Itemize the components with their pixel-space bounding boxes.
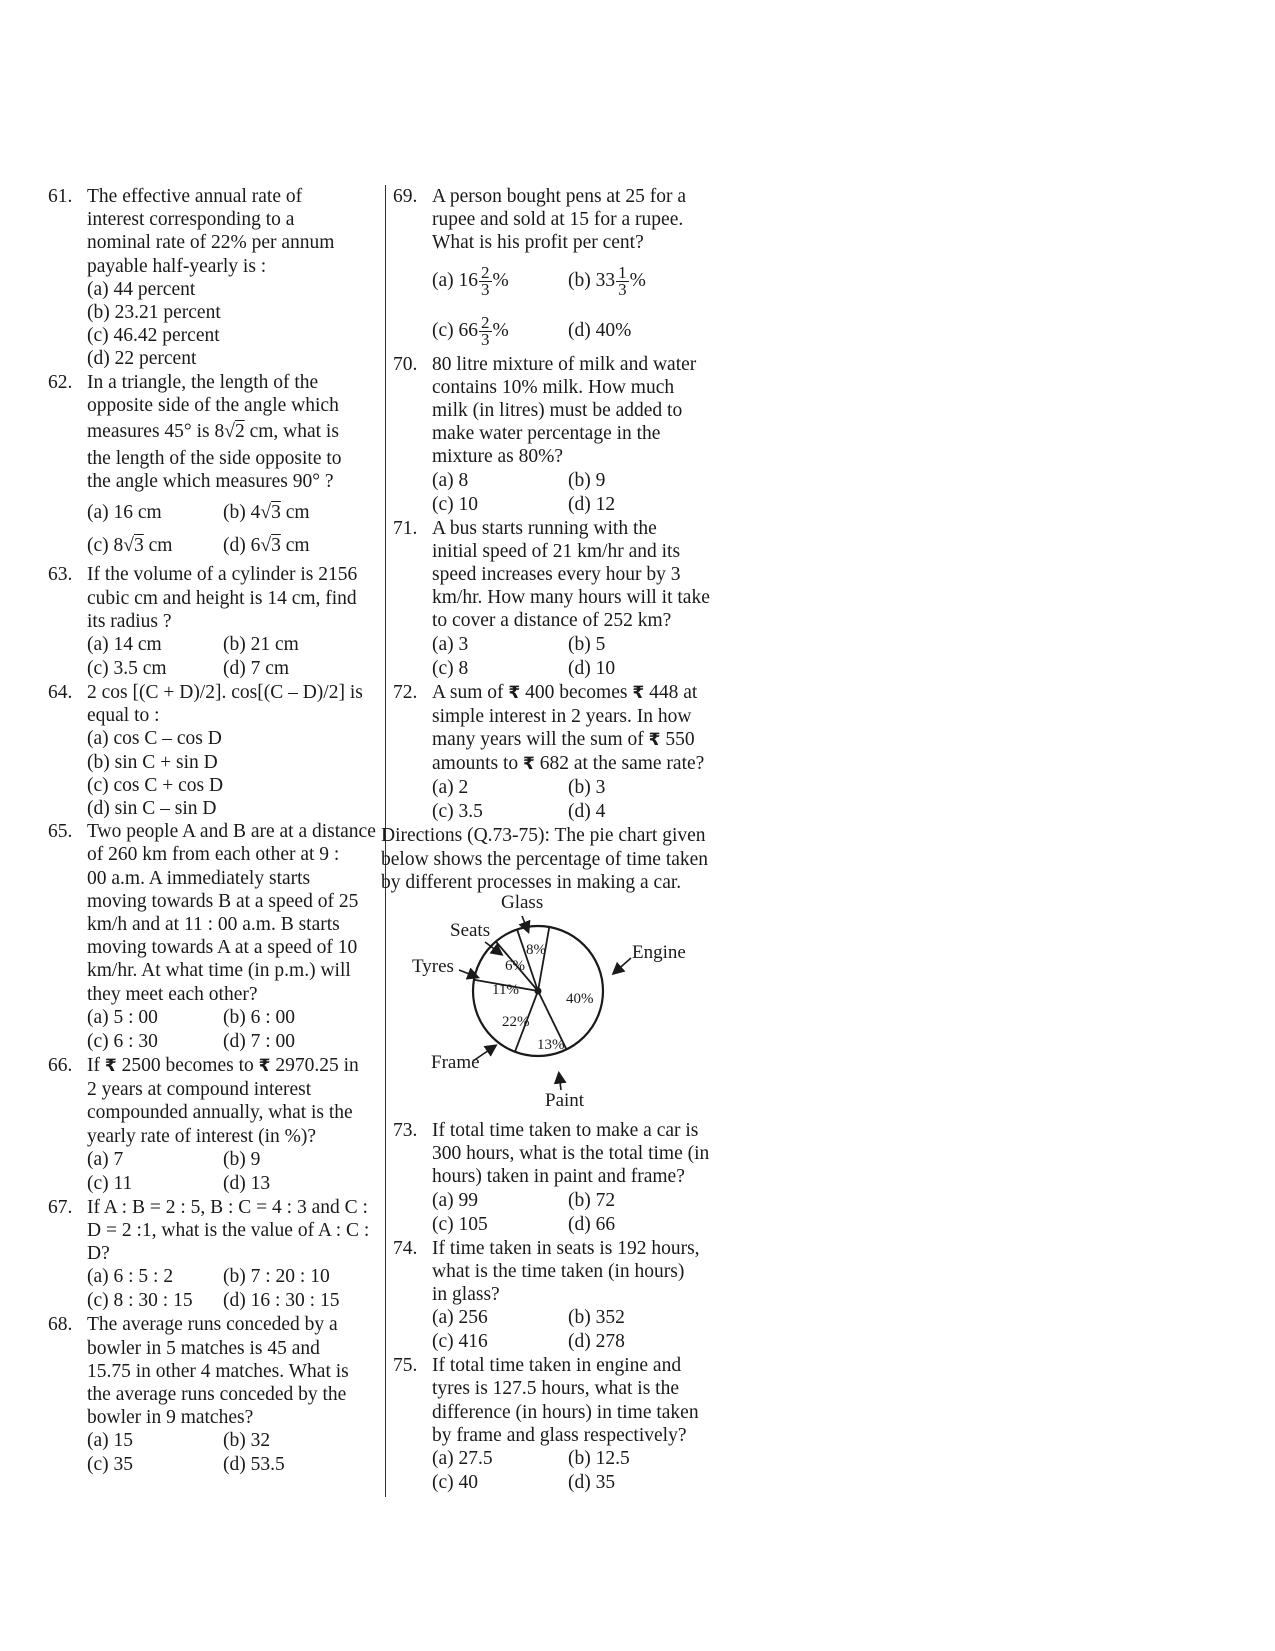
option-c[interactable]: (c) 35 [87,1454,134,1476]
option-a[interactable]: (a) 44 percent [87,278,196,300]
option-b[interactable]: (b) 9 [223,1148,261,1170]
question-number: 66. [48,1054,73,1076]
option-d[interactable]: (d) 40% [568,319,632,341]
option-c[interactable]: (c) 66 $\frac{2}{3}$ % [432,312,509,349]
option-b[interactable]: (b) 33 $\frac{1}{3}$ % [568,262,646,299]
question-number: 71. [393,517,418,539]
question-number: 68. [48,1314,73,1336]
option-c[interactable]: (c) cos C + cos D [87,774,224,796]
question-number: 73. [393,1120,418,1142]
rupee-icon: ₹ [523,754,535,775]
question-text-line: measures 45° is 8√2 cm, what is [87,421,339,443]
question-75 [393,1354,753,1495]
pie-chart [395,894,735,1119]
question-text-line: amounts to ₹ 682 at the same rate? [432,753,705,775]
option-c[interactable]: (c) 3.5 [432,801,483,823]
question-text: If A : B = 2 : 5, B : C = 4 : 3 and C : D = 2 :1, what is the value of A : C : D? [87,1196,370,1265]
option-b[interactable]: (b) 72 [568,1189,616,1211]
question-text: The effective annual rate of interest corresponding to a nominal rate of 22% per annum payable half-yearly is : [87,186,335,277]
option-c[interactable]: (c) 10 [432,493,479,515]
option-d[interactable]: (d) 53.5 [223,1454,285,1476]
question-text: The average runs conceded by a bowler in 5 matches is 45 and 15.75 in other 4 matches. What is the average runs conceded by the bowler in 9 matches? [87,1314,349,1429]
option-c[interactable]: (c) 6 : 30 [87,1030,158,1052]
tyres-value: 11% [492,982,519,999]
question-68 [48,1313,378,1477]
question-63 [48,563,378,681]
option-a[interactable]: (a) 15 [87,1430,134,1452]
option-c[interactable]: (c) 8 : 30 : 15 [87,1290,193,1312]
question-text: A person bought pens at 25 for a rupee and sold at 15 for a rupee. What is his profit per cent? [432,186,686,254]
option-d[interactable]: (d) 66 [568,1213,616,1235]
pie-chart-svg [395,894,735,1119]
option-c[interactable]: (c) 8√3 cm [87,535,173,557]
option-d[interactable]: (d) 35 [568,1472,616,1494]
question-text: If total time taken in engine and tyres is 127.5 hours, what is the difference (in hours) in time taken by frame and glass respectively? [432,1355,699,1446]
option-d[interactable]: (d) 16 : 30 : 15 [223,1290,340,1312]
engine-arrow [614,958,631,973]
option-b[interactable]: (b) 6 : 00 [223,1006,296,1028]
question-number: 65. [48,821,73,843]
question-62 [48,371,378,564]
question-text: If the volume of a cylinder is 2156 cubic cm and height is 14 cm, find its radius ? [87,564,358,632]
right-column [381,185,753,1495]
question-text: If time taken in seats is 192 hours, what is the time taken (in hours) in glass? [432,1237,700,1306]
question-number: 62. [48,371,73,393]
question-number: 74. [393,1237,418,1259]
question-number: 67. [48,1196,73,1218]
option-b[interactable]: (b) 4√3 cm [223,502,310,524]
engine-label: Engine [632,942,686,964]
option-b[interactable]: (b) 21 cm [223,634,299,656]
option-a[interactable]: (a) 7 [87,1148,124,1170]
option-b[interactable]: (b) 5 [568,633,606,655]
option-c[interactable]: (c) 416 [432,1331,488,1353]
option-d[interactable]: (d) 278 [568,1331,625,1353]
option-a[interactable]: (a) 99 [432,1189,479,1211]
question-text: In a triangle, the length of the opposite side of the angle which [87,371,339,416]
seats-label: Seats [450,920,491,942]
option-c[interactable]: (c) 40 [432,1472,479,1494]
question-71 [393,517,753,681]
option-b[interactable]: (b) sin C + sin D [87,751,218,773]
seats-value: 6% [505,958,525,975]
option-a[interactable]: (a) 8 [432,469,469,491]
option-a[interactable]: (a) 2 [432,777,469,799]
option-d[interactable]: (d) sin C – sin D [87,798,217,820]
option-d[interactable]: (d) 12 [568,493,616,515]
option-d[interactable]: (d) 22 percent [87,348,197,370]
tyres-label: Tyres [412,956,454,978]
question-67 [48,1196,378,1314]
rupee-icon: ₹ [648,730,661,751]
question-72 [393,681,753,825]
option-a[interactable]: (a) 14 cm [87,634,162,656]
question-74 [393,1237,753,1355]
question-66 [48,1054,378,1196]
question-text: Two people A and B are at a distance of 260 km from each other at 9 : 00 a.m. A immediately starts moving towards B at a speed of 25 km/h and at 11 : 00 a.m. B starts moving towards A at a speed of 10 km/hr. At what time (in p.m.) will they meet each other? [87,821,376,1005]
question-text: 80 litre mixture of milk and water contains 10% milk. How much milk (in litres) must be added to make water percentage in the mixture as 80%? [432,353,697,468]
paint-label: Paint [545,1090,585,1112]
option-d[interactable]: (d) 7 cm [223,658,290,680]
question-69 [393,185,753,353]
question-text: A bus starts running with the initial speed of 21 km/hr and its speed increases every hour by 3 km/hr. How many hours will it take to cover a distance of 252 km? [432,517,710,632]
option-a[interactable]: (a) 5 : 00 [87,1006,158,1028]
rupee-icon: ₹ [508,682,521,703]
question-number: 63. [48,564,73,586]
glass-value: 8% [526,942,546,959]
question-number: 61. [48,186,73,207]
option-b[interactable]: (b) 32 [223,1430,271,1452]
option-a[interactable]: (a) 27.5 [432,1448,493,1470]
option-a[interactable]: (a) 16 cm [87,502,162,524]
frame-value: 22% [502,1014,530,1031]
question-text-line: A sum of ₹ 400 becomes ₹ 448 at [432,681,698,703]
option-c[interactable]: (c) 11 [87,1172,133,1194]
glass-label: Glass [501,892,544,914]
option-b[interactable]: (b) 3 [568,777,606,799]
frame-label: Frame [431,1052,480,1074]
directions-text: Directions (Q.73-75): The pie chart given below shows the percentage of time taken by different processes in making a car. [381,825,709,893]
option-d[interactable]: (d) 13 [223,1172,271,1194]
paint-value: 13% [537,1037,565,1054]
question-65 [48,820,378,1054]
paint-arrow [559,1074,561,1090]
option-a[interactable]: (a) cos C – cos D [87,728,222,750]
question-61 [48,185,378,371]
option-b[interactable]: (b) 9 [568,469,606,491]
option-c[interactable]: (c) 8 [432,657,469,679]
option-d[interactable]: (d) 7 : 00 [223,1030,296,1052]
question-73 [393,1119,753,1237]
question-70 [393,353,753,517]
option-c[interactable]: (c) 105 [432,1213,488,1235]
question-number: 72. [393,681,418,703]
rupee-icon: ₹ [104,1055,117,1076]
option-b[interactable]: (b) 12.5 [568,1448,630,1470]
option-d[interactable]: (d) 10 [568,657,616,679]
option-b[interactable]: (b) 7 : 20 : 10 [223,1266,330,1288]
option-c[interactable]: (c) 3.5 cm [87,658,167,680]
option-d[interactable]: (d) 6√3 cm [223,535,310,557]
option-c[interactable]: (c) 46.42 percent [87,325,220,347]
option-a[interactable]: (a) 256 [432,1307,488,1329]
option-d[interactable]: (d) 4 [568,801,606,823]
option-b[interactable]: (b) 23.21 percent [87,302,221,324]
question-text-line: many years will the sum of ₹ 550 [432,729,695,751]
engine-value: 40% [566,991,594,1008]
question-text: If total time taken to make a car is 300 hours, what is the total time (in hours) taken in paint and frame? [432,1120,710,1188]
question-text-line: simple interest in 2 years. In how [432,705,692,727]
question-number: 69. [393,186,418,207]
question-text: 2 years at compound interest compounded annually, what is the yearly rate of interest (in %)? [87,1079,353,1147]
question-number: 64. [48,682,73,704]
question-number: 70. [393,353,418,375]
question-text: the length of the side opposite to the angle which measures 90° ? [87,448,342,493]
option-a[interactable]: (a) 16 $\frac{2}{3}$ % [432,262,509,299]
rupee-icon: ₹ [258,1055,271,1076]
option-a[interactable]: (a) 3 [432,633,469,655]
question-number: 75. [393,1355,418,1377]
question-text-line: If ₹ 2500 becomes to ₹ 2970.25 in [87,1054,359,1076]
pie-center [535,988,542,995]
question-64 [48,681,378,820]
question-text: 2 cos [(C + D)/2]. cos[(C – D)/2] is equal to : [87,682,363,727]
option-a[interactable]: (a) 6 : 5 : 2 [87,1266,174,1288]
rupee-icon: ₹ [632,682,645,703]
left-column [48,185,378,1477]
option-b[interactable]: (b) 352 [568,1307,625,1329]
